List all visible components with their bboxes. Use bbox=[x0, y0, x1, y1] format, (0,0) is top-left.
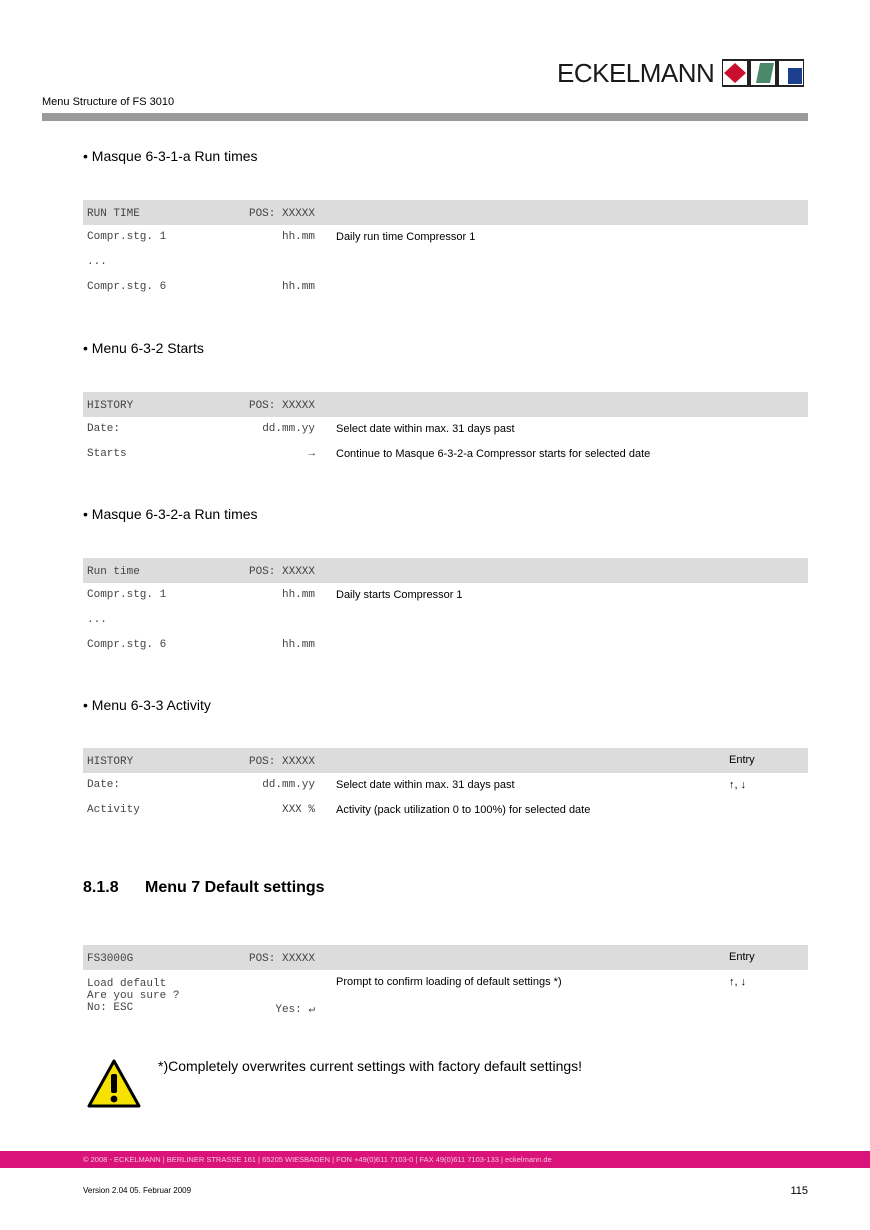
document-title: Menu Structure of FS 3010 bbox=[42, 96, 175, 108]
menu-table bbox=[83, 558, 808, 658]
table-row bbox=[83, 417, 808, 442]
cell-label: Compr.stg. 6 bbox=[87, 281, 167, 293]
cell-value: hh.mm bbox=[281, 639, 315, 651]
section-title: Menu 7 Default settings bbox=[145, 879, 325, 896]
header-cell: HISTORY bbox=[87, 756, 134, 768]
page-number: 115 bbox=[790, 1185, 808, 1197]
cell-label: Load default bbox=[87, 978, 167, 990]
table-header bbox=[83, 392, 808, 417]
table-row bbox=[83, 608, 808, 633]
bullet-heading: • Menu 6-3-3 Activity bbox=[83, 697, 211, 713]
table-header bbox=[83, 558, 808, 583]
cell-description: Prompt to confirm loading of default settings *) bbox=[336, 976, 562, 988]
section-number: 8.1.8 bbox=[83, 879, 119, 896]
cell-label: No: ESC bbox=[87, 1002, 134, 1014]
cell-label: ... bbox=[87, 614, 107, 626]
header-entry: Entry bbox=[729, 754, 755, 766]
section-heading bbox=[83, 879, 325, 897]
brand-mark-icon bbox=[722, 59, 804, 87]
table-row bbox=[83, 798, 808, 823]
table-row bbox=[83, 633, 808, 658]
header-cell: POS: XXXXX bbox=[248, 953, 315, 965]
cell-label: Date: bbox=[87, 423, 121, 435]
header-cell: POS: XXXXX bbox=[248, 208, 315, 220]
table-header bbox=[83, 200, 808, 225]
bullet-text: Masque 6-3-2-a Run times bbox=[91, 506, 258, 522]
table-row bbox=[83, 250, 808, 275]
cell-description: Daily starts Compressor 1 bbox=[336, 589, 463, 601]
header-cell: POS: XXXXX bbox=[248, 756, 315, 768]
table-row bbox=[83, 225, 808, 250]
bullet-heading: • Menu 6-3-2 Starts bbox=[83, 340, 204, 356]
cell-label: Compr.stg. 1 bbox=[87, 231, 167, 243]
header-cell: RUN TIME bbox=[87, 208, 140, 220]
header-cell: HISTORY bbox=[87, 400, 134, 412]
bullet-text: Menu 6-3-3 Activity bbox=[91, 697, 211, 713]
cell-label: Compr.stg. 6 bbox=[87, 639, 167, 651]
warning-text: *)Completely overwrites current settings with factory default settings! bbox=[158, 1058, 583, 1074]
cell-description: Select date within max. 31 days past bbox=[336, 423, 515, 435]
menu-table bbox=[83, 200, 808, 300]
header-cell: Run time bbox=[87, 566, 140, 578]
table-header bbox=[83, 748, 808, 773]
table-header bbox=[83, 945, 808, 970]
cell-label: Activity bbox=[87, 804, 140, 816]
header-cell: POS: XXXXX bbox=[248, 566, 315, 578]
header-rule bbox=[42, 113, 808, 121]
cell-value: dd.mm.yy bbox=[262, 779, 315, 791]
cell-value: dd.mm.yy bbox=[262, 423, 315, 435]
header-cell: FS3000G bbox=[87, 953, 134, 965]
cell-label: ... bbox=[87, 256, 107, 268]
table-row bbox=[83, 275, 808, 300]
bullet-heading: • Masque 6-3-2-a Run times bbox=[83, 506, 258, 522]
cell-description: Daily run time Compressor 1 bbox=[336, 231, 476, 243]
cell-label: Are you sure ? bbox=[87, 990, 180, 1002]
warning-triangle-icon bbox=[87, 1059, 141, 1109]
table-row bbox=[83, 970, 808, 1022]
menu-table bbox=[83, 392, 808, 467]
table-row bbox=[83, 773, 808, 798]
cell-value: hh.mm bbox=[281, 231, 315, 243]
arrow-up-down-icon: ↑, ↓ bbox=[729, 976, 747, 988]
table-row bbox=[83, 442, 808, 467]
cell-description: Select date within max. 31 days past bbox=[336, 779, 515, 791]
cell-label-block bbox=[87, 978, 179, 1014]
footer-copyright: © 2008 - ECKELMANN | BERLINER STRASSE 161 | 65205 WIESBADEN | FON +49(0)611 7103-0 | FAX 49(0)611 7103-133 | eckelmann.de bbox=[83, 1155, 552, 1164]
bullet-heading: • Masque 6-3-1-a Run times bbox=[83, 148, 258, 164]
brand-name: ECKELMANN bbox=[557, 57, 715, 88]
bullet-text: Menu 6-3-2 Starts bbox=[91, 340, 204, 356]
cell-value: hh.mm bbox=[281, 589, 315, 601]
bullet-text: Masque 6-3-1-a Run times bbox=[91, 148, 258, 164]
cell-label: Compr.stg. 1 bbox=[87, 589, 167, 601]
table-row bbox=[83, 583, 808, 608]
cell-value: hh.mm bbox=[281, 281, 315, 293]
cell-description: Activity (pack utilization 0 to 100%) for selected date bbox=[336, 804, 591, 816]
cell-label: Starts bbox=[87, 448, 127, 460]
header-cell: POS: XXXXX bbox=[248, 400, 315, 412]
arrow-right-icon: → bbox=[308, 448, 315, 460]
brand-logo bbox=[557, 58, 804, 88]
cell-value: XXX % bbox=[281, 804, 315, 816]
menu-table bbox=[83, 945, 808, 1022]
arrow-up-down-icon: ↑, ↓ bbox=[729, 779, 747, 791]
cell-description: Continue to Masque 6-3-2-a Compressor starts for selected date bbox=[336, 448, 651, 460]
menu-table bbox=[83, 748, 808, 823]
cell-value: Yes: ↵ bbox=[275, 1004, 315, 1016]
version-text: Version 2.04 05. Februar 2009 bbox=[83, 1186, 192, 1195]
header-entry: Entry bbox=[729, 951, 755, 963]
cell-label: Date: bbox=[87, 779, 121, 791]
